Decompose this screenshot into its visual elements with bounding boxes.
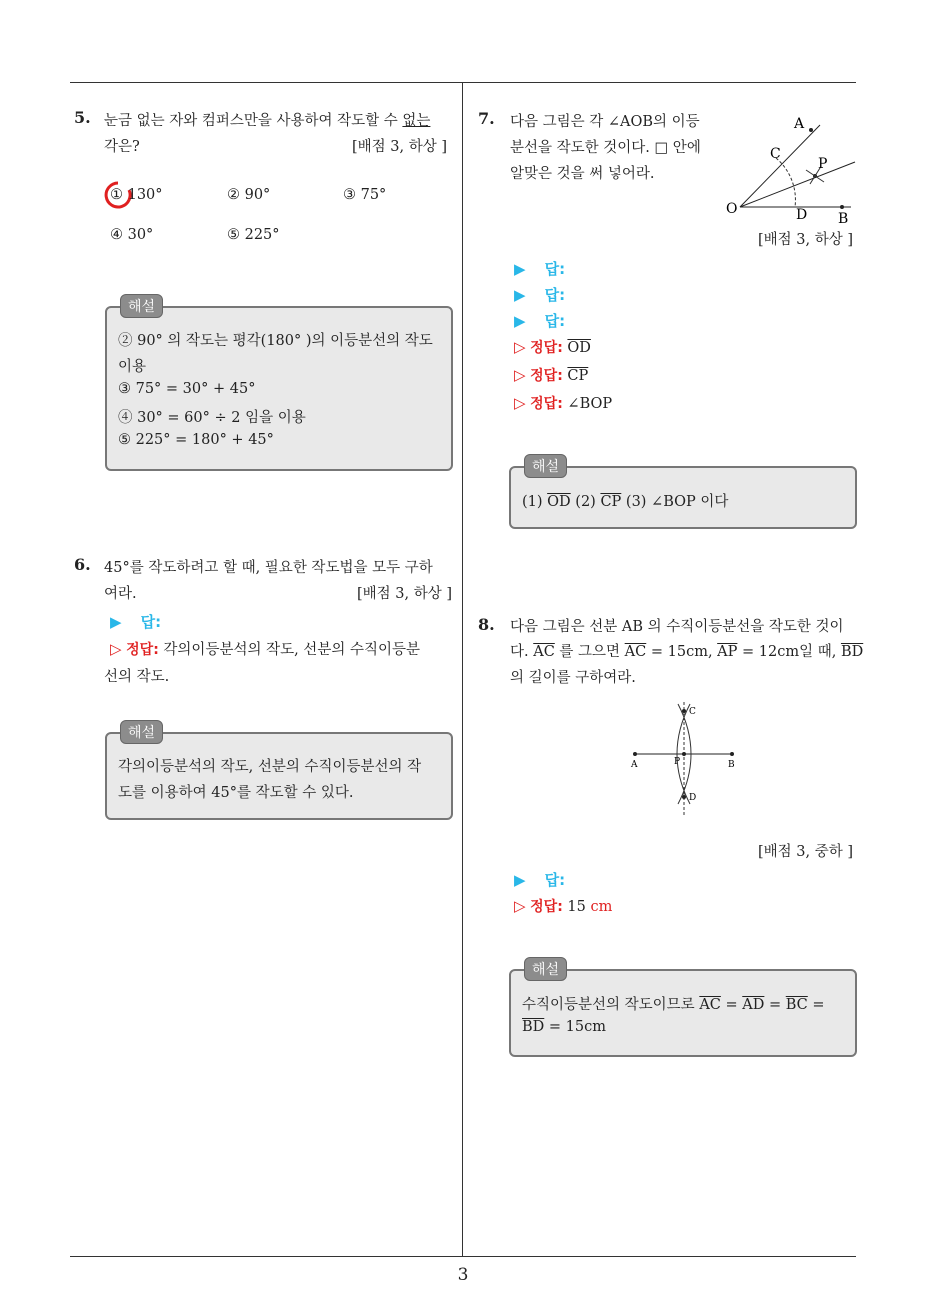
explanation-tag: 해설 [524, 957, 567, 981]
segment: $\overline{BC}$ [785, 997, 808, 1013]
play-icon: ▶ [514, 312, 526, 330]
correct-number: 15 [567, 899, 586, 915]
explanation-box [105, 732, 453, 820]
explanation-line: 도를 이용하여 45°를 작도할 수 있다. [118, 785, 354, 801]
answer-label: 답: [544, 286, 566, 304]
question-text-line3: 의 길이를 구하여라. [510, 670, 636, 686]
perpendicular-bisector-figure [628, 700, 740, 820]
top-rule [70, 82, 856, 83]
question-number: 8. [478, 615, 495, 634]
outline-play-icon: ▷ [514, 897, 526, 915]
label-O: O [726, 201, 738, 217]
correct-label: 정답: [530, 899, 563, 915]
correct-label: 정답: [530, 396, 563, 412]
question-text-line1 [104, 109, 430, 130]
explanation-line [522, 490, 728, 511]
explanation-line [522, 993, 825, 1014]
explanation-segment: $\overline{CP}$ [600, 494, 622, 510]
answer-row [514, 869, 565, 890]
correct-text: $\overline{OD}$ [567, 340, 591, 356]
explanation-text: = 15cm [544, 1019, 606, 1035]
underlined-word: 없는 [402, 113, 431, 129]
angle-bisector-figure [720, 110, 860, 230]
page-number: 3 [457, 1265, 469, 1285]
explanation-line: 이용 [118, 359, 147, 375]
explanation-line [522, 1019, 606, 1035]
label-B: B [728, 760, 735, 770]
question-number: 6. [74, 555, 91, 574]
explanation-tag: 해설 [120, 720, 163, 744]
answer-label: 답: [544, 260, 566, 278]
answer-row [514, 258, 565, 279]
score-label: [배점 3, 중하 ] [758, 844, 854, 860]
option-3[interactable]: ③ 75° [343, 187, 387, 203]
outline-play-icon: ▷ [110, 640, 122, 658]
question-text-line1: 다음 그림은 선분 AB 의 수직이등분선을 작도한 것이 [510, 619, 844, 635]
explanation-line: ③ 75° = 30° + 45° [118, 381, 256, 397]
play-icon: ▶ [514, 286, 526, 304]
explanation-line: 각의이등분석의 작도, 선분의 수직이등분선의 작 [118, 759, 422, 775]
segment: $\overline{BD}$ [522, 1019, 545, 1035]
segment: $\overline{BD}$ [840, 644, 864, 660]
label-P: P [818, 156, 828, 172]
correct-label: 정답: [530, 340, 563, 356]
option-1[interactable]: ① 130° [110, 187, 163, 203]
label-D: D [796, 207, 808, 223]
text: = 12cm일 때, [737, 644, 841, 660]
answer-row [514, 284, 565, 305]
explanation-line: ④ 30° = 60° ÷ 2 임을 이용 [118, 410, 306, 426]
question-text-line2 [510, 640, 863, 661]
label-C: C [770, 146, 781, 162]
segment: $\overline{AP}$ [717, 644, 738, 660]
correct-text: $\overline{CP}$ [567, 368, 589, 384]
question-text-line3: 알맞은 것을 써 넣어라. [510, 166, 655, 182]
bottom-rule [70, 1256, 856, 1257]
correct-label: 정답: [126, 642, 159, 658]
text: 다. [510, 644, 534, 660]
option-2[interactable]: ② 90° [227, 187, 271, 203]
question-text-line2: 여라. [104, 586, 137, 602]
label-A: A [794, 116, 805, 132]
explanation-line: ② 90° 의 작도는 평각(180° )의 이등분선의 작도 [118, 333, 433, 349]
correct-unit: cm [590, 899, 613, 915]
segment: $\overline{AD}$ [742, 997, 765, 1013]
answer-label: 답: [544, 871, 566, 889]
explanation-segment: $\overline{OD}$ [547, 494, 571, 510]
correct-text-cont: 선의 작도. [104, 669, 170, 685]
explanation-line: ⑤ 225° = 180° + 45° [118, 432, 274, 448]
outline-play-icon: ▷ [514, 338, 526, 356]
column-divider [462, 82, 463, 1257]
segment: $\overline{AC}$ [624, 644, 647, 660]
answer-row [514, 310, 565, 331]
explanation-text: = [720, 997, 743, 1013]
correct-text: 각의이등분석의 작도, 선분의 수직이등분 [163, 642, 420, 658]
option-4[interactable]: ④ 30° [110, 227, 154, 243]
option-5[interactable]: ⑤ 225° [227, 227, 280, 243]
explanation-tag: 해설 [524, 454, 567, 478]
correct-answer-row [110, 638, 420, 659]
correct-label: 정답: [530, 368, 563, 384]
explanation-text: 수직이등분선의 작도이므로 [522, 997, 700, 1013]
question-text-line2: 분선을 작도한 것이다. □ 안에 [510, 140, 701, 156]
label-D: D [689, 793, 697, 803]
answer-row [110, 611, 161, 632]
answer-label: 답: [544, 312, 566, 330]
label-C: C [689, 707, 696, 717]
explanation-text: = [807, 997, 825, 1013]
explanation-tag: 해설 [120, 294, 163, 318]
label-P: P [674, 757, 681, 767]
correct-answer-row [514, 337, 591, 357]
question-text-line1: 45°를 작도하려고 할 때, 필요한 작도법을 모두 구하 [104, 560, 433, 576]
question-text: 눈금 없는 자와 컴퍼스만을 사용하여 작도할 수 [104, 113, 403, 129]
correct-answer-row [514, 365, 588, 385]
score-label: [배점 3, 하상 ] [352, 139, 448, 155]
text: 를 그으면 [554, 644, 625, 660]
play-icon: ▶ [514, 871, 526, 889]
play-icon: ▶ [110, 613, 122, 631]
answer-label: 답: [140, 613, 162, 631]
correct-answer-row [514, 393, 612, 413]
question-number: 5. [74, 108, 91, 127]
question-number: 7. [478, 109, 495, 128]
label-B: B [838, 211, 849, 227]
explanation-text: (3) ∠BOP 이다 [621, 494, 729, 510]
correct-answer-row [514, 896, 612, 916]
explanation-text: = [764, 997, 786, 1013]
text: = 15cm, [646, 644, 718, 660]
question-text-line2: 각은? [104, 139, 140, 155]
label-A: A [631, 760, 638, 770]
score-label: [배점 3, 하상 ] [357, 586, 453, 602]
explanation-text: (1) [522, 494, 548, 510]
segment: $\overline{AC}$ [699, 997, 721, 1013]
correct-text: ∠BOP [567, 396, 613, 412]
question-text-line1: 다음 그림은 각 ∠AOB의 이등 [510, 114, 700, 130]
play-icon: ▶ [514, 260, 526, 278]
outline-play-icon: ▷ [514, 366, 526, 384]
outline-play-icon: ▷ [514, 394, 526, 412]
segment: $\overline{AC}$ [533, 644, 555, 660]
score-label: [배점 3, 하상 ] [758, 232, 854, 248]
explanation-text: (2) [570, 494, 601, 510]
